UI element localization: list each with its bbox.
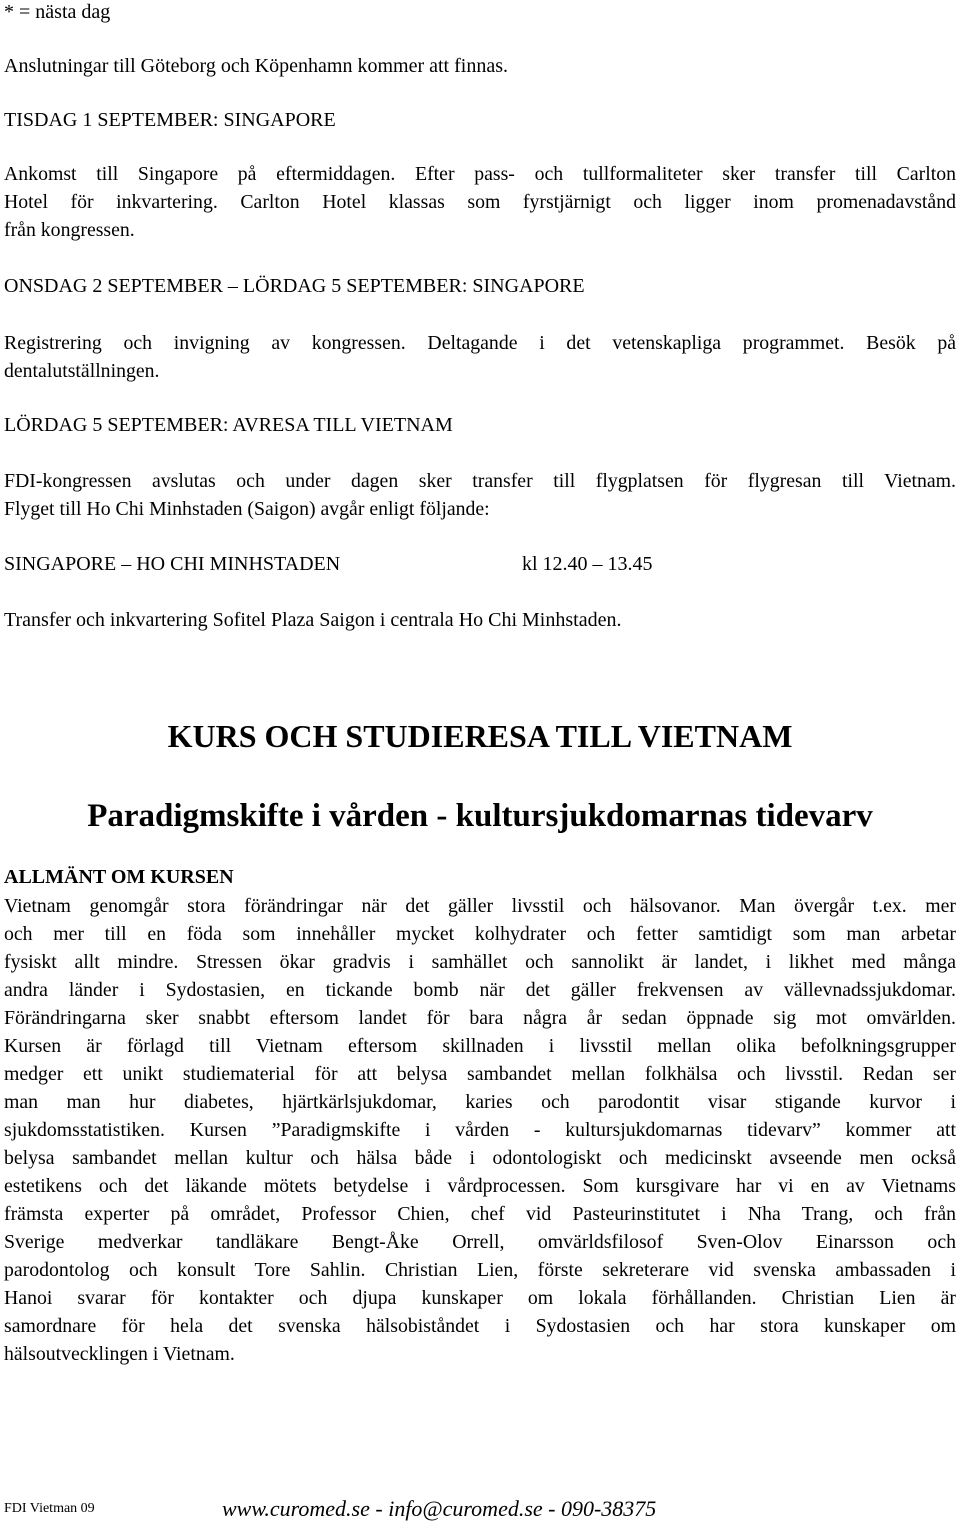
course-paragraph — [4, 892, 956, 1368]
paragraph-line: dentalutställningen. — [4, 360, 160, 382]
day1-paragraph — [4, 160, 956, 244]
footnote-next-day: * = nästa dag — [4, 1, 111, 23]
paragraph-line: främsta experter på området, Professor Chien, chef vid Pasteurinstitutet i Nha Trang, och från — [4, 1203, 956, 1225]
day3-paragraph — [4, 467, 956, 523]
paragraph-line: Hotel för inkvartering. Carlton Hotel klassas som fyrstjärnigt och ligger inom promenadavstånd — [4, 191, 956, 213]
section-heading: ALLMÄNT OM KURSEN — [4, 866, 234, 888]
course-title: KURS OCH STUDIERESA TILL VIETNAM — [167, 718, 793, 754]
course-subtitle: Paradigmskifte i vården - kultursjukdomarnas tidevarv — [87, 798, 873, 834]
paragraph-line: FDI-kongressen avslutas och under dagen sker transfer till flygplatsen för flygresan till Vietnam. — [4, 470, 956, 492]
footer-contact: www.curomed.se - info@curomed.se - 090-38375 — [222, 1496, 657, 1521]
paragraph-line: Vietnam genomgår stora förändringar när det gäller livsstil och hälsovanor. Man övergår t.ex. mer — [4, 895, 956, 917]
flight-route: SINGAPORE – HO CHI MINHSTADEN — [4, 553, 341, 575]
paragraph-line: parodontolog och konsult Tore Sahlin. Christian Lien, förste sekreterare vid svenska ambassaden i — [4, 1259, 956, 1281]
connections-note: Anslutningar till Göteborg och Köpenhamn kommer att finnas. — [4, 55, 508, 77]
paragraph-line: andra länder i Sydostasien, en tickande bomb när det gäller frekvensen av vällevnadssjukdomar. — [4, 979, 956, 1001]
paragraph-line: Kursen är förlagd till Vietnam eftersom skillnaden i livsstil mellan olika befolkningsgrupper — [4, 1035, 956, 1057]
footer-doc-label: FDI Vietman 09 — [4, 1501, 95, 1516]
paragraph-line: sjukdomsstatistiken. Kursen ”Paradigmskifte i vården - kultursjukdomarnas tidevarv” kommer att — [4, 1119, 956, 1141]
paragraph-line: medger ett unikt studiematerial för att belysa sambandet mellan folkhälsa och livsstil. Redan ser — [4, 1063, 956, 1085]
day2-heading: ONSDAG 2 SEPTEMBER – LÖRDAG 5 SEPTEMBER: SINGAPORE — [4, 275, 585, 297]
paragraph-line: belysa sambandet mellan kultur och hälsa både i odontologiskt och medicinskt avseende men också — [4, 1147, 956, 1169]
transfer-note: Transfer och inkvartering Sofitel Plaza Saigon i centrala Ho Chi Minhstaden. — [4, 609, 622, 631]
paragraph-line: och mer till en föda som innehåller mycket kolhydrater och fetter samtidigt som man arbetar — [4, 923, 956, 945]
paragraph-line: Hanoi svarar för kontakter och djupa kunskaper om lokala förhållanden. Christian Lien är — [4, 1287, 956, 1309]
flight-time: kl 12.40 – 13.45 — [522, 553, 653, 575]
day1-heading: TISDAG 1 SEPTEMBER: SINGAPORE — [4, 109, 336, 131]
paragraph-line: estetikens och det läkande mötets betydelse i vårdprocessen. Som kursgivare har vi en av Vietnams — [4, 1175, 956, 1197]
paragraph-line: Flyget till Ho Chi Minhstaden (Saigon) avgår enligt följande: — [4, 498, 490, 520]
paragraph-line: Ankomst till Singapore på eftermiddagen. Efter pass- och tullformaliteter sker transfer till Carlton — [4, 163, 956, 185]
paragraph-line: man man hur diabetes, hjärtkärlsjukdomar, karies och parodontit visar stigande kurvor i — [4, 1091, 956, 1113]
paragraph-line: fysiskt allt mindre. Stressen ökar gradvis i samhället och sannolikt är landet, i likhet med många — [4, 951, 956, 973]
paragraph-line: Sverige medverkar tandläkare Bengt-Åke Orrell, omvärldsfilosof Sven-Olov Einarsson och — [4, 1231, 956, 1253]
paragraph-line: Förändringarna sker snabbt eftersom landet för bara några år sedan öppnade sig mot omvärlden. — [4, 1007, 956, 1029]
day3-heading: LÖRDAG 5 SEPTEMBER: AVRESA TILL VIETNAM — [4, 414, 453, 436]
paragraph-line: Registrering och invigning av kongressen. Deltagande i det vetenskapliga programmet. Besök på — [4, 332, 956, 354]
paragraph-line: samordnare för hela det svenska hälsobiståndet i Sydostasien och har stora kunskaper om — [4, 1315, 956, 1337]
paragraph-line: från kongressen. — [4, 219, 135, 241]
paragraph-line: hälsoutvecklingen i Vietnam. — [4, 1343, 235, 1365]
day2-paragraph — [4, 329, 956, 385]
